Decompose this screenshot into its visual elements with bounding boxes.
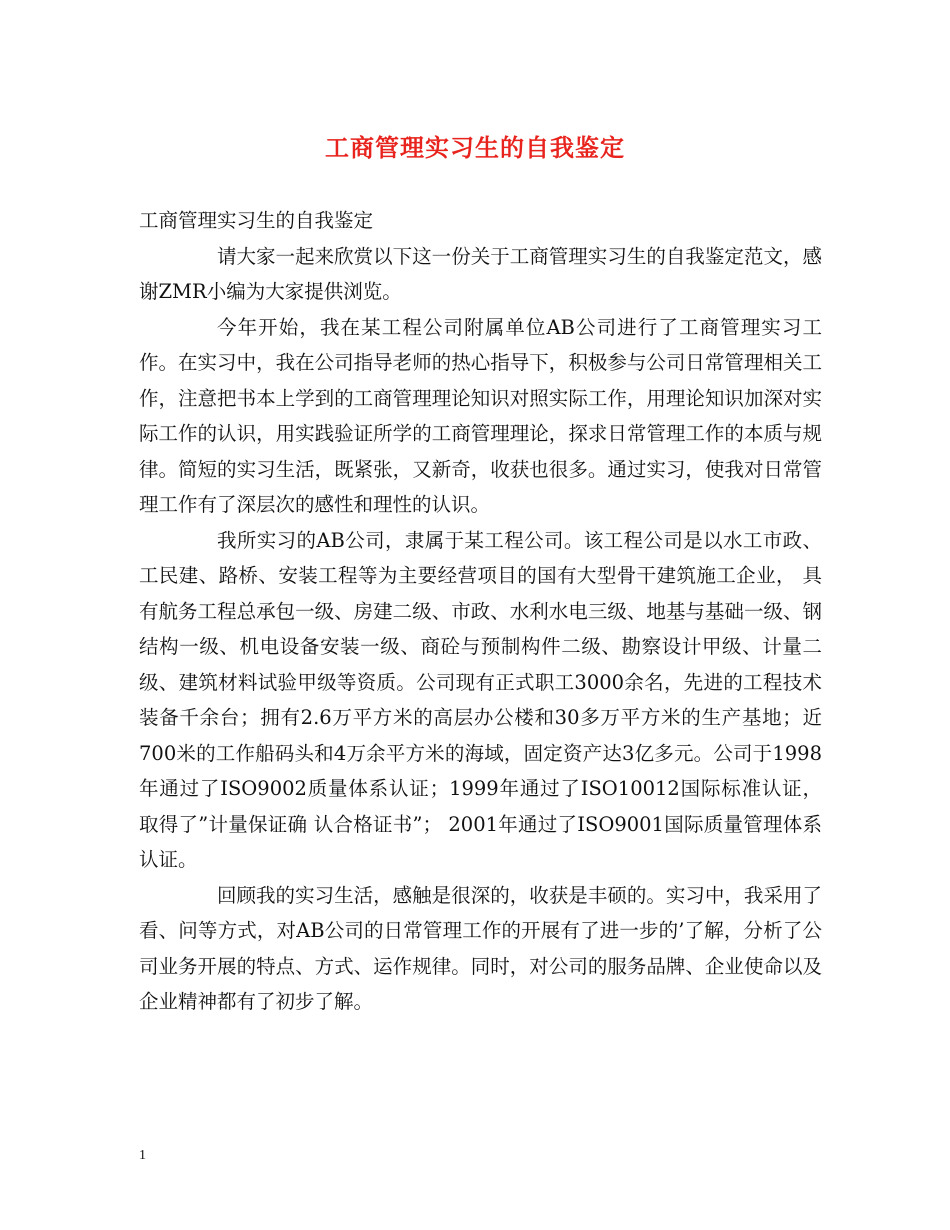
document-subtitle: 工商管理实习生的自我鉴定	[139, 209, 374, 232]
paragraph-internship: 今年开始，我在某工程公司附属单位AB公司进行了工商管理实习工作。在实习中，我在公司指导老师的热心指导下，积极参与公司日常管理相关工作，注意把书本上学到的工商管理理论知识对照实际工作，用理论知识加深对实际工作的认识，用实践验证所学的工商管理理论，探求日常管理工作的本质与规律。简短的实习生活，既紧张，又新奇，收获也很多。通过实习，使我对日常管理工作有了深层次的感性和理性的认识。	[139, 315, 822, 516]
document-title: 工商管理实习生的自我鉴定	[325, 133, 625, 162]
paragraph-company: 我所实习的AB公司，隶属于某工程公司。该工程公司是以水工市政、工民建、路桥、安装工程等为主要经营项目的国有大型骨干建筑施工企业， 具有航务工程总承包一级、房建二级、市政、水利水电三级、地基与基础一级、钢结构一级、机电设备安装一级、商砼与预制构件二级、勘察设计甲级、计量二级、建筑材料试验甲级等资质。公司现有正式职工3000余名，先进的工程技术装备千余台；拥有2.6万平方米的高层办公楼和30多万平方米的生产基地；近700米的工作船码头和4万余平方米的海域，固定资产达3亿多元。公司于1998年通过了ISO9002质量体系认证；1999年通过了ISO10012国际标准认证，取得了”计量保证确 认合格证书”； 2001年通过了ISO9001国际质量管理体系认证。	[139, 528, 822, 871]
paragraph-review: 回顾我的实习生活，感触是很深的，收获是丰硕的。实习中，我采用了看、问等方式，对AB公司的日常管理工作的开展有了进一步的’了解，分析了公司业务开展的特点、方式、运作规律。同时，对公司的服务品牌、企业使命以及企业精神都有了初步了解。	[139, 883, 822, 1013]
paragraph-intro: 请大家一起来欣赏以下这一份关于工商管理实习生的自我鉴定范文，感谢ZMR小编为大家提供浏览。	[139, 244, 822, 303]
page-number: 1	[139, 1148, 146, 1163]
document-body	[139, 203, 822, 1020]
